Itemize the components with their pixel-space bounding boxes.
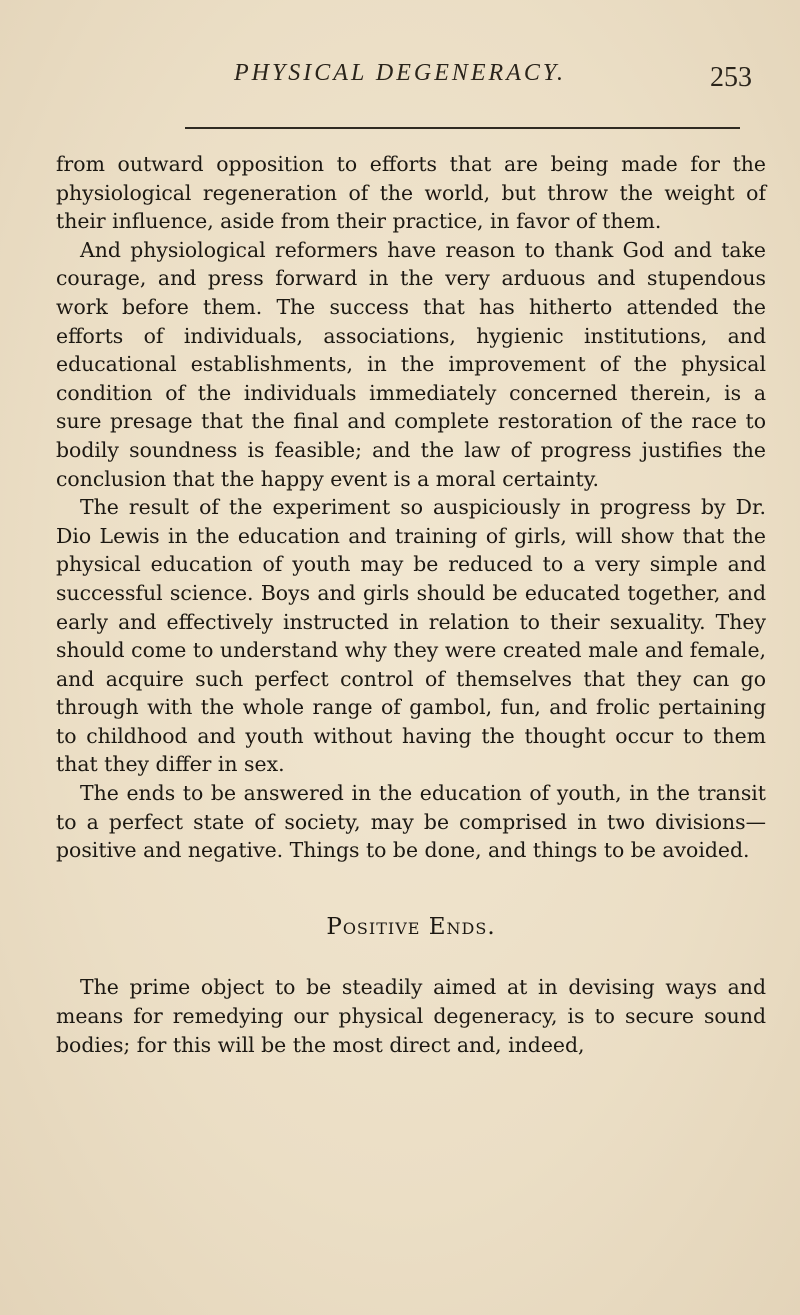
paragraph-dio-lewis: The result of the experiment so auspiciously in progress by Dr. Dio Lewis in the education and training of girls, will show that the physical education of youth may be reduced to a very simple and successful science. Boys and girls should be educated together, and early and effectively instructed in relation to their sexuality. They should come to understand why they were created male and female, and acquire such perfect control of themselves that they can go through with the whole range of gambol, fun, and frolic pertaining to childhood and youth without having the thought occur to them that they differ in sex. — [56, 495, 766, 777]
page-number: 253 — [710, 62, 752, 93]
header-rule — [185, 127, 740, 129]
paragraph-ends: The ends to be answered in the education of youth, in the transit to a perfect state of society, may be comprised in two divisions—positive and negative. Things to be done, and things to be avoided. — [56, 781, 766, 863]
paragraph-reformers: And physiological reformers have reason to thank God and take courage, and press forward in the very arduous and stupendous work before them. The success that has hitherto attended the efforts of individuals, associations, hygienic institutions, and educational establishments, in the improvement of the physical condition of the individuals immediately concerned therein, is a sure presage that the final and complete restoration of the race to bodily soundness is feasible; and the law of progress justifies the conclusion that the happy event is a moral certainty. — [56, 237, 766, 491]
body-text — [56, 150, 766, 1059]
paragraph-continuation: from outward opposition to efforts that are being made for the physiological regeneration of the world, but throw the weight of their influence, aside from their practice, in favor of them. — [56, 152, 766, 234]
running-title: PHYSICAL DEGENERACY. — [233, 60, 567, 86]
section-heading: Positive Ends. — [326, 913, 496, 940]
paragraph-prime-object: The prime object to be steadily aimed at in devising ways and means for remedying our physical degeneracy, is to secure sound bodies; for this will be the most direct and, indeed, — [56, 975, 766, 1057]
